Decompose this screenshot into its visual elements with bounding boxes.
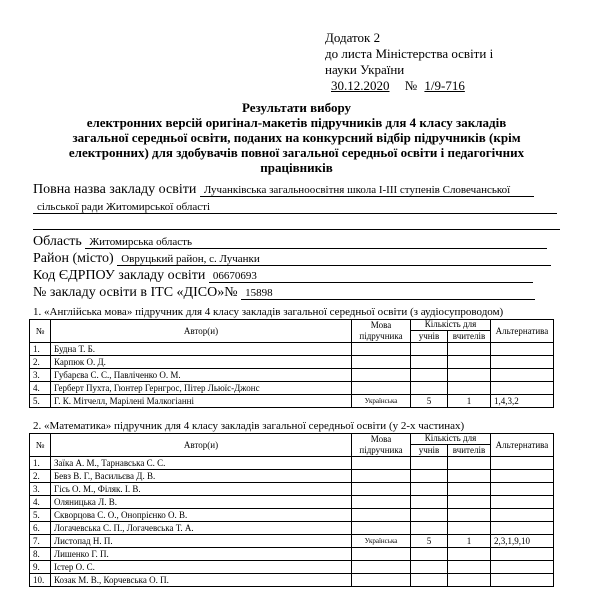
row-students — [411, 561, 448, 574]
row-students — [411, 356, 448, 369]
section2-rows — [30, 457, 554, 587]
school-name-value: Лучанківська загальноосвітня школа І-ІІІ ступенів Словечанської — [200, 184, 534, 197]
row-teachers — [448, 356, 491, 369]
row-language — [352, 483, 411, 496]
table-row — [30, 382, 554, 395]
row-alternative — [491, 457, 554, 470]
col-author: Автор(и) — [51, 320, 352, 343]
row-author: Заїка А. М., Тарнавська С. С. — [51, 457, 352, 470]
title-line2: електронних версій оригінал-макетів підручників для 4 класу закладів — [86, 115, 507, 130]
row-teachers — [448, 457, 491, 470]
table-row — [30, 356, 554, 369]
row-number: 7. — [30, 535, 51, 548]
row-number: 4. — [30, 382, 51, 395]
row-language — [352, 457, 411, 470]
row-language — [352, 509, 411, 522]
row-teachers — [448, 574, 491, 587]
col-number: № — [30, 434, 51, 457]
section1-table — [29, 319, 554, 408]
row-language — [352, 369, 411, 382]
row-language: Українська — [352, 535, 411, 548]
row-author: Карпюк О. Д. — [51, 356, 352, 369]
row-author: Листопад Н. П. — [51, 535, 352, 548]
school-name-field — [33, 182, 534, 198]
col-alternative: Альтернатива — [491, 434, 554, 457]
row-author: Лишенко Г. П. — [51, 548, 352, 561]
col-language: Мова підручника — [352, 434, 411, 457]
row-alternative: 2,3,1,9,10 — [491, 535, 554, 548]
table-row — [30, 496, 554, 509]
row-alternative — [491, 470, 554, 483]
row-alternative — [491, 509, 554, 522]
section1-title: 1. «Англійська мова» підручник для 4 класу закладів загальної середньої освіти (з аудіосупроводом) — [33, 306, 504, 318]
row-author: Логачевська С. П., Логачевська Т. А. — [51, 522, 352, 535]
row-alternative — [491, 561, 554, 574]
row-teachers: 1 — [448, 395, 491, 408]
table-row — [30, 395, 554, 408]
itc-value: 15898 — [241, 287, 535, 300]
row-author: Губарєва С. С., Павліченко О. М. — [51, 369, 352, 382]
school-name-value-cont: сільської ради Житомирської області — [33, 201, 557, 214]
annex-date-line — [325, 78, 493, 94]
row-language — [352, 561, 411, 574]
row-teachers — [448, 470, 491, 483]
school-name-label: Повна назва закладу освіти — [33, 182, 197, 197]
row-author: Скворцова С. О., Онопрієнко О. В. — [51, 509, 352, 522]
row-students — [411, 496, 448, 509]
col-teachers: вчителів — [448, 330, 491, 342]
row-students — [411, 470, 448, 483]
row-teachers: 1 — [448, 535, 491, 548]
annex-line2: до листа Міністерства освіти і — [325, 46, 494, 61]
row-number: 5. — [30, 395, 51, 408]
row-students — [411, 382, 448, 395]
edrpou-label: Код ЄДРПОУ закладу освіти — [33, 268, 206, 283]
row-students — [411, 369, 448, 382]
row-author: Г. К. Мітчелл, Марілені Малкогіанні — [51, 395, 352, 408]
col-students: учнів — [411, 330, 448, 342]
col-students: учнів — [411, 444, 448, 456]
title-line4: електронних) для здобувачів повної загальної середньої освіти і педагогічних — [68, 145, 525, 160]
table-row — [30, 457, 554, 470]
row-language — [352, 343, 411, 356]
annex-number: 1/9-716 — [424, 78, 465, 93]
row-alternative — [491, 574, 554, 587]
row-language: Українська — [352, 395, 411, 408]
row-number: 6. — [30, 522, 51, 535]
row-teachers — [448, 369, 491, 382]
itc-label: № закладу освіти в ІТС «ДІСО»№ — [33, 285, 238, 300]
row-alternative — [491, 522, 554, 535]
blank-line — [33, 229, 560, 230]
row-teachers — [448, 509, 491, 522]
table-row — [30, 470, 554, 483]
row-number: 3. — [30, 483, 51, 496]
itc-field — [33, 285, 535, 301]
section2-table — [29, 433, 554, 587]
table-row — [30, 343, 554, 356]
row-number: 4. — [30, 496, 51, 509]
row-number: 9. — [30, 561, 51, 574]
edrpou-field — [33, 268, 533, 284]
row-students: 5 — [411, 395, 448, 408]
table-row — [30, 369, 554, 382]
row-number: 2. — [30, 470, 51, 483]
col-count: Кількість для — [411, 320, 491, 331]
row-alternative — [491, 483, 554, 496]
row-teachers — [448, 522, 491, 535]
row-teachers — [448, 382, 491, 395]
rayon-label: Район (місто) — [33, 251, 114, 266]
row-teachers — [448, 548, 491, 561]
table-row — [30, 548, 554, 561]
row-teachers — [448, 483, 491, 496]
row-alternative — [491, 548, 554, 561]
title-line3: загальної середньої освіти, поданих на конкурсний відбір підручників (крім — [72, 130, 521, 145]
col-author: Автор(и) — [51, 434, 352, 457]
row-alternative — [491, 382, 554, 395]
table-row — [30, 535, 554, 548]
col-count: Кількість для — [411, 434, 491, 445]
row-students — [411, 457, 448, 470]
row-number: 8. — [30, 548, 51, 561]
row-author: Істер О. С. — [51, 561, 352, 574]
oblast-label: Область — [33, 234, 82, 249]
table-row — [30, 574, 554, 587]
row-teachers — [448, 561, 491, 574]
row-author: Козак М. В., Корчевська О. П. — [51, 574, 352, 587]
col-alternative: Альтернатива — [491, 320, 554, 343]
col-number: № — [30, 320, 51, 343]
row-students — [411, 483, 448, 496]
table-row — [30, 509, 554, 522]
annex-line1: Додаток 2 — [325, 30, 381, 45]
table-row — [30, 522, 554, 535]
row-alternative — [491, 369, 554, 382]
row-language — [352, 382, 411, 395]
annex-line3: науки України — [325, 62, 405, 77]
row-language — [352, 470, 411, 483]
row-number: 1. — [30, 343, 51, 356]
row-alternative — [491, 343, 554, 356]
row-alternative: 1,4,3,2 — [491, 395, 554, 408]
row-language — [352, 548, 411, 561]
row-language — [352, 356, 411, 369]
edrpou-value: 06670693 — [209, 270, 533, 283]
row-author: Будна Т. Б. — [51, 343, 352, 356]
col-teachers: вчителів — [448, 444, 491, 456]
row-number: 2. — [30, 356, 51, 369]
rayon-value: Овруцький район, с. Лучанки — [117, 253, 551, 266]
row-students — [411, 509, 448, 522]
oblast-field — [33, 234, 547, 250]
row-author: Бевз В. Г., Васильєва Д. В. — [51, 470, 352, 483]
row-language — [352, 574, 411, 587]
row-teachers — [448, 496, 491, 509]
col-language: Мова підручника — [352, 320, 411, 343]
annex-date: 30.12.2020 — [331, 78, 390, 93]
title-line5: працівників — [260, 160, 333, 175]
row-number: 5. — [30, 509, 51, 522]
row-author: Гісь О. М., Філяк. І. В. — [51, 483, 352, 496]
row-number: 10. — [30, 574, 51, 587]
row-author: Оляницька Л. В. — [51, 496, 352, 509]
row-students — [411, 343, 448, 356]
row-students — [411, 548, 448, 561]
document-title — [20, 100, 573, 175]
section1-rows — [30, 343, 554, 408]
row-language — [352, 522, 411, 535]
school-name-field-cont — [33, 199, 557, 215]
oblast-value: Житомирська область — [85, 236, 547, 249]
row-number: 1. — [30, 457, 51, 470]
title-line1: Результати вибору — [241, 100, 352, 115]
table-row — [30, 561, 554, 574]
annex-number-label: № — [404, 78, 418, 93]
rayon-field — [33, 251, 551, 267]
row-alternative — [491, 356, 554, 369]
row-students — [411, 522, 448, 535]
row-students — [411, 574, 448, 587]
row-alternative — [491, 496, 554, 509]
row-students: 5 — [411, 535, 448, 548]
section2-title: 2. «Математика» підручник для 4 класу закладів загальної середньої освіти (у 2-х частинах) — [33, 420, 465, 432]
row-number: 3. — [30, 369, 51, 382]
row-language — [352, 496, 411, 509]
table-row — [30, 483, 554, 496]
row-author: Герберт Пухта, Гюнтер Гернгрос, Пітер Льюїс-Джонс — [51, 382, 352, 395]
row-teachers — [448, 343, 491, 356]
annex-block — [325, 30, 493, 94]
